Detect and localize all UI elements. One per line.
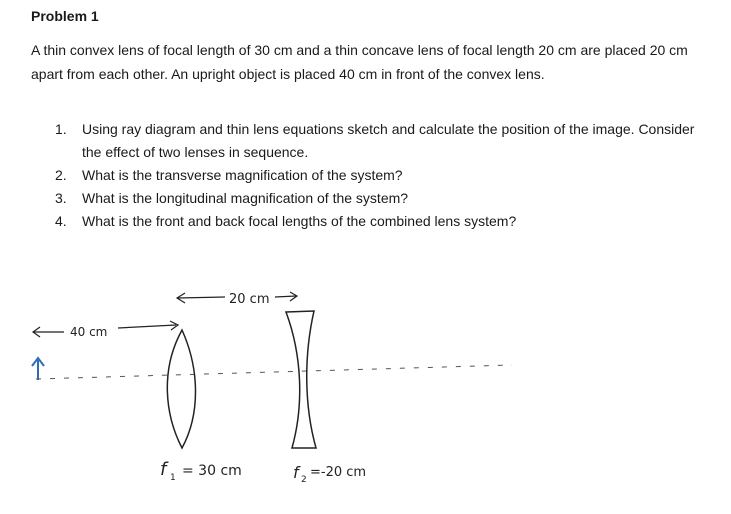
question-item [55, 187, 695, 210]
svg-text:f: f [160, 459, 167, 480]
concave-lens [286, 311, 316, 448]
svg-text:f: f [293, 463, 299, 482]
question-number: 1. [55, 121, 67, 137]
question-text: Using ray diagram and thin lens equations sketch and calculate the position of the image. Consider the effect of two lenses in sequence. [82, 121, 695, 160]
question-item [55, 164, 695, 187]
question-number: 3. [55, 190, 67, 206]
svg-text:1: 1 [170, 473, 176, 483]
svg-text:=-20 cm: =-20 cm [310, 465, 367, 480]
convex-lens [167, 330, 195, 448]
problem-title: Problem 1 [31, 8, 99, 24]
question-list [55, 118, 695, 233]
question-number: 4. [55, 213, 67, 229]
f2-label [293, 463, 366, 485]
object-distance-label: 40 cm [70, 325, 108, 339]
lens-spacing-label: 20 cm [229, 292, 270, 307]
question-number: 2. [55, 167, 67, 183]
optical-axis [36, 365, 512, 379]
question-item [55, 210, 695, 233]
f1-label [160, 459, 242, 483]
question-item [55, 118, 695, 164]
svg-text:= 30 cm: = 30 cm [182, 463, 242, 479]
question-text: What is the longitudinal magnification of the system? [82, 190, 409, 206]
object-arrow [32, 358, 44, 380]
question-text: What is the front and back focal lengths of the combined lens system? [82, 213, 517, 229]
problem-statement: A thin convex lens of focal length of 30 cm and a thin concave lens of focal length 20 cm are placed 20 cm apart from each other. An upright object is placed 40 cm in front of the convex lens. [31, 42, 688, 82]
question-text: What is the transverse magnification of the system? [82, 167, 403, 183]
svg-text:2: 2 [301, 475, 307, 485]
lens-sketch [0, 270, 731, 514]
